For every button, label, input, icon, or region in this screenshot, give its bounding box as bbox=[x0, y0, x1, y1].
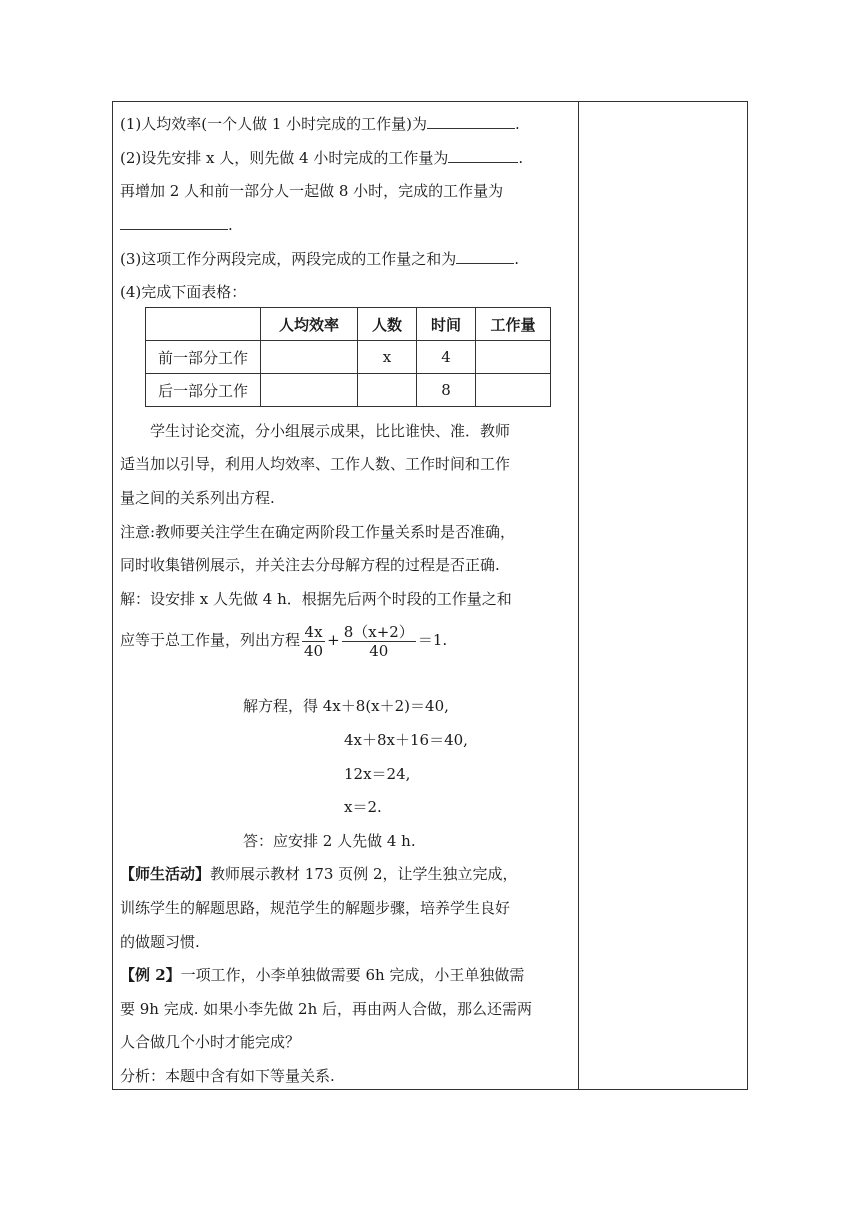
work-table bbox=[145, 307, 551, 407]
example-text: 一项工作，小李单独做需要 6h 完成，小王单独做需 bbox=[180, 966, 525, 984]
solve-step-2: 4x＋8x＋16＝40, bbox=[344, 731, 468, 749]
discussion-line-1: 学生讨论交流，分小组展示成果，比比谁快、准．教师 bbox=[150, 422, 511, 440]
question-2c bbox=[120, 215, 233, 235]
table-header-cell: 人数 bbox=[358, 308, 417, 341]
activity-tag: 【师生活动】 bbox=[120, 865, 211, 883]
solve-step-3: 12x＝24, bbox=[344, 765, 411, 783]
solution-intro-line: 解：设安排 x 人先做 4 h．根据先后两个时段的工作量之和 bbox=[120, 590, 512, 608]
question-2 bbox=[120, 148, 523, 168]
table-cell bbox=[358, 374, 417, 407]
table-cell: 4 bbox=[417, 341, 476, 374]
table-header-cell: 时间 bbox=[417, 308, 476, 341]
table-header-cell: 工作量 bbox=[476, 308, 551, 341]
table-cell bbox=[261, 374, 358, 407]
table-row bbox=[146, 341, 551, 374]
table-cell bbox=[476, 374, 551, 407]
activity-line-3: 的做题习惯. bbox=[120, 933, 200, 951]
example-line-3: 人合做几个小时才能完成？ bbox=[120, 1033, 301, 1051]
table-cell: 前一部分工作 bbox=[146, 341, 261, 374]
fraction-2 bbox=[342, 623, 416, 660]
table-header-cell bbox=[146, 308, 261, 341]
note-line-2: 同时收集错例展示，并关注去分母解方程的过程是否正确. bbox=[120, 556, 500, 574]
question-1-text: (1)人均效率(一个人做 1 小时完成的工作量)为 bbox=[120, 115, 428, 133]
question-1 bbox=[120, 114, 520, 134]
analysis-line: 分析：本题中含有如下等量关系. bbox=[120, 1067, 335, 1085]
equation-prefix: 应等于总工作量，列出方程 bbox=[120, 631, 301, 649]
question-3 bbox=[120, 249, 519, 269]
question-2c-end: . bbox=[228, 216, 233, 234]
fraction-1 bbox=[302, 623, 325, 660]
example-line-2: 要 9h 完成. 如果小李先做 2h 后，再由两人合做，那么还需两 bbox=[120, 1000, 533, 1018]
question-2b: 再增加 2 人和前一部分人一起做 8 小时，完成的工作量为 bbox=[120, 182, 504, 200]
table-cell bbox=[261, 341, 358, 374]
discussion-line-3: 量之间的关系列出方程. bbox=[120, 489, 275, 507]
table-header-row bbox=[146, 308, 551, 341]
answer-line: 答：应安排 2 人先做 4 h. bbox=[243, 832, 416, 850]
plus-sign: + bbox=[327, 631, 340, 649]
answer-blank bbox=[448, 148, 518, 163]
question-3-end: . bbox=[514, 250, 520, 268]
solve-step-4: x＝2. bbox=[344, 798, 382, 816]
answer-blank bbox=[427, 114, 515, 129]
activity-line-2: 训练学生的解题思路，规范学生的解题步骤，培养学生良好 bbox=[120, 899, 511, 917]
table-cell: x bbox=[358, 341, 417, 374]
example-line-1 bbox=[120, 965, 524, 985]
question-2-text: (2)设先安排 x 人，则先做 4 小时完成的工作量为 bbox=[120, 149, 449, 167]
fraction-1-denominator: 40 bbox=[304, 641, 324, 660]
equation-end: ＝1. bbox=[417, 631, 448, 649]
activity-text: 教师展示教材 173 页例 2，让学生独立完成， bbox=[210, 865, 518, 883]
table-cell bbox=[476, 341, 551, 374]
table-header-cell: 人均效率 bbox=[261, 308, 358, 341]
note-line-1: 注意:教师要关注学生在确定两阶段工作量关系时是否准确， bbox=[120, 523, 516, 541]
fraction-2-denominator: 40 bbox=[369, 641, 389, 660]
table-cell: 8 bbox=[417, 374, 476, 407]
column-divider bbox=[578, 101, 579, 1090]
equation-line bbox=[120, 622, 447, 660]
discussion-line-2: 适当加以引导，利用人均效率、工作人数、工作时间和工作 bbox=[120, 455, 511, 473]
table-row bbox=[146, 374, 551, 407]
table-cell: 后一部分工作 bbox=[146, 374, 261, 407]
answer-blank bbox=[120, 215, 228, 230]
answer-blank bbox=[456, 249, 514, 264]
solve-step-1: 解方程，得 4x＋8(x＋2)＝40, bbox=[243, 697, 449, 715]
activity-line-1 bbox=[120, 864, 518, 884]
question-3-text: (3)这项工作分两段完成，两段完成的工作量之和为 bbox=[120, 250, 457, 268]
example-tag: 【例 2】 bbox=[120, 966, 181, 984]
question-2-end: . bbox=[518, 149, 524, 167]
question-1-end: . bbox=[515, 115, 520, 133]
question-4: (4)完成下面表格： bbox=[120, 283, 247, 301]
fraction-2-numerator: 8（x+2） bbox=[343, 622, 414, 641]
fraction-1-numerator: 4x bbox=[302, 623, 325, 642]
